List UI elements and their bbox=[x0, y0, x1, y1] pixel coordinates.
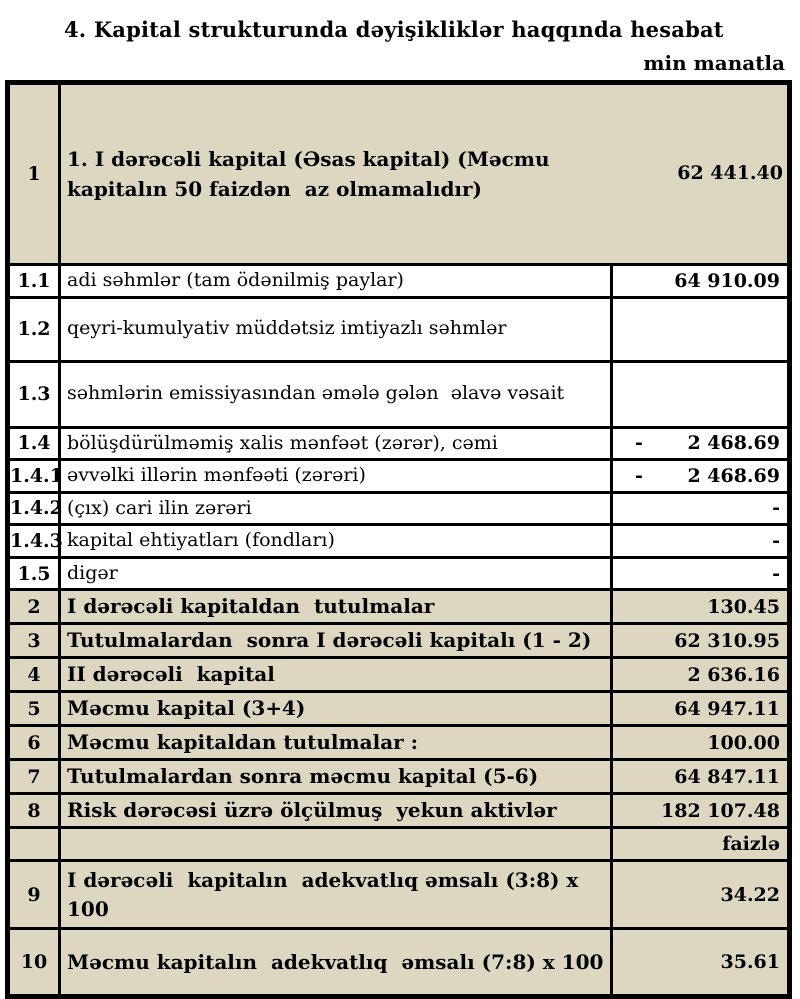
row-label-cell: Tutulmalardan sonra məcmu kapital (5-6) bbox=[60, 760, 612, 794]
row-number-cell: 1.5 bbox=[8, 557, 60, 590]
row-value-cell: faizlə bbox=[612, 828, 790, 861]
table-row bbox=[8, 525, 790, 558]
row-value-cell bbox=[612, 361, 790, 427]
row-number-cell: 1.2 bbox=[8, 297, 60, 361]
row-number-cell: 5 bbox=[8, 692, 60, 726]
table-row bbox=[8, 726, 790, 760]
row-label-cell: I dərəcəli kapitalın adekvatlıq əmsalı (3:8) x 100 bbox=[60, 861, 612, 929]
row-label-cell: Məcmu kapitalın adekvatlıq əmsalı (7:8) x 100 bbox=[60, 929, 612, 997]
table-row bbox=[8, 794, 790, 828]
row-value-cell: 64 947.11 bbox=[612, 692, 790, 726]
row-value-cell: 100.00 bbox=[612, 726, 790, 760]
table-row bbox=[8, 492, 790, 525]
row-value: 2 468.69 bbox=[687, 464, 780, 487]
unit-note-min-manatla: min manatla bbox=[643, 51, 785, 75]
row-number-cell: 4 bbox=[8, 658, 60, 692]
row-label-cell: Risk dərəcəsi üzrə ölçülmuş yekun aktivlər bbox=[60, 794, 612, 828]
row-label-cell: səhmlərin emissiyasından əmələ gələn əlavə vəsait bbox=[60, 361, 612, 427]
row-number-cell: 1.4.3 bbox=[8, 525, 60, 558]
row-number-cell bbox=[8, 828, 60, 861]
row-value-cell: - bbox=[612, 492, 790, 525]
capital-structure-table bbox=[5, 80, 792, 999]
row-number-cell: 9 bbox=[8, 861, 60, 929]
row-number-cell: 7 bbox=[8, 760, 60, 794]
row-label-cell: Məcmu kapital (3+4) bbox=[60, 692, 612, 726]
row-value: 62 441.40 bbox=[677, 162, 783, 185]
row-label-cell bbox=[60, 828, 612, 861]
row-value-cell bbox=[612, 297, 790, 361]
page-title: 4. Kapital strukturunda dəyişikliklər haqqında hesabat bbox=[64, 17, 724, 42]
row-value: 2 468.69 bbox=[687, 432, 780, 455]
row-label-cell: Tutulmalardan sonra I dərəcəli kapitalı (1 - 2) bbox=[60, 624, 612, 658]
row-number-cell: 1.4.1 bbox=[8, 460, 60, 493]
table-row bbox=[8, 692, 790, 726]
row-label-cell: II dərəcəli kapital bbox=[60, 658, 612, 692]
row-number-cell: 2 bbox=[8, 590, 60, 624]
row-label-cell: digər bbox=[60, 557, 612, 590]
row-label-cell: adi səhmlər (tam ödənilmiş paylar) bbox=[60, 265, 612, 298]
row-value-cell bbox=[612, 427, 790, 460]
table-row bbox=[8, 590, 790, 624]
table-row bbox=[8, 361, 790, 427]
table-row bbox=[8, 658, 790, 692]
row-value-cell: 130.45 bbox=[612, 590, 790, 624]
table-row bbox=[8, 265, 790, 298]
table-row bbox=[8, 929, 790, 997]
row-value-cell: 35.61 bbox=[612, 929, 790, 997]
row-label-cell: kapital ehtiyatları (fondları) bbox=[60, 525, 612, 558]
minus-sign: - bbox=[635, 464, 643, 487]
row-value-cell: - bbox=[612, 557, 790, 590]
row-label-cell: Məcmu kapitaldan tutulmalar : bbox=[60, 726, 612, 760]
row-label-cell: bölüşdürülməmiş xalis mənfəət (zərər), cəmi bbox=[60, 427, 612, 460]
row-value-cell: 182 107.48 bbox=[612, 794, 790, 828]
row-value-cell: - bbox=[612, 525, 790, 558]
table-row bbox=[8, 557, 790, 590]
row-number-cell: 3 bbox=[8, 624, 60, 658]
row-label-cell: əvvəlki illərin mənfəəti (zərəri) bbox=[60, 460, 612, 493]
row-number-cell: 8 bbox=[8, 794, 60, 828]
row-value-cell: 64 910.09 bbox=[612, 265, 790, 298]
row-value-cell bbox=[612, 460, 790, 493]
row-number-cell: 1.4 bbox=[8, 427, 60, 460]
table-row bbox=[8, 861, 790, 929]
row-number-cell: 1.1 bbox=[8, 265, 60, 298]
row-number-cell: 1.4.2 bbox=[8, 492, 60, 525]
row-value-cell: 62 310.95 bbox=[612, 624, 790, 658]
row-number-cell: 10 bbox=[8, 929, 60, 997]
table-row-unit-faizle bbox=[8, 828, 790, 861]
row-label-cell: qeyri-kumulyativ müddətsiz imtiyazlı səhmlər bbox=[60, 297, 612, 361]
row-number-cell: 1.3 bbox=[8, 361, 60, 427]
row-value-cell: 2 636.16 bbox=[612, 658, 790, 692]
row-label-cell: I dərəcəli kapitaldan tutulmalar bbox=[60, 590, 612, 624]
row-value-cell: 34.22 bbox=[612, 861, 790, 929]
table-row bbox=[8, 624, 790, 658]
table-row bbox=[8, 760, 790, 794]
table-row bbox=[8, 297, 790, 361]
table-row bbox=[8, 83, 790, 265]
table-row bbox=[8, 427, 790, 460]
minus-sign: - bbox=[635, 432, 643, 455]
row-merged-cell bbox=[60, 83, 790, 265]
table-row bbox=[8, 460, 790, 493]
row-label: 1. I dərəcəli kapital (Əsas kapital) (Məcmu kapitalın 50 faizdən az olmamalıdır) bbox=[67, 147, 557, 201]
row-number-cell: 1 bbox=[8, 83, 60, 265]
row-label-cell: (çıx) cari ilin zərəri bbox=[60, 492, 612, 525]
row-value-cell: 64 847.11 bbox=[612, 760, 790, 794]
row-number-cell: 6 bbox=[8, 726, 60, 760]
